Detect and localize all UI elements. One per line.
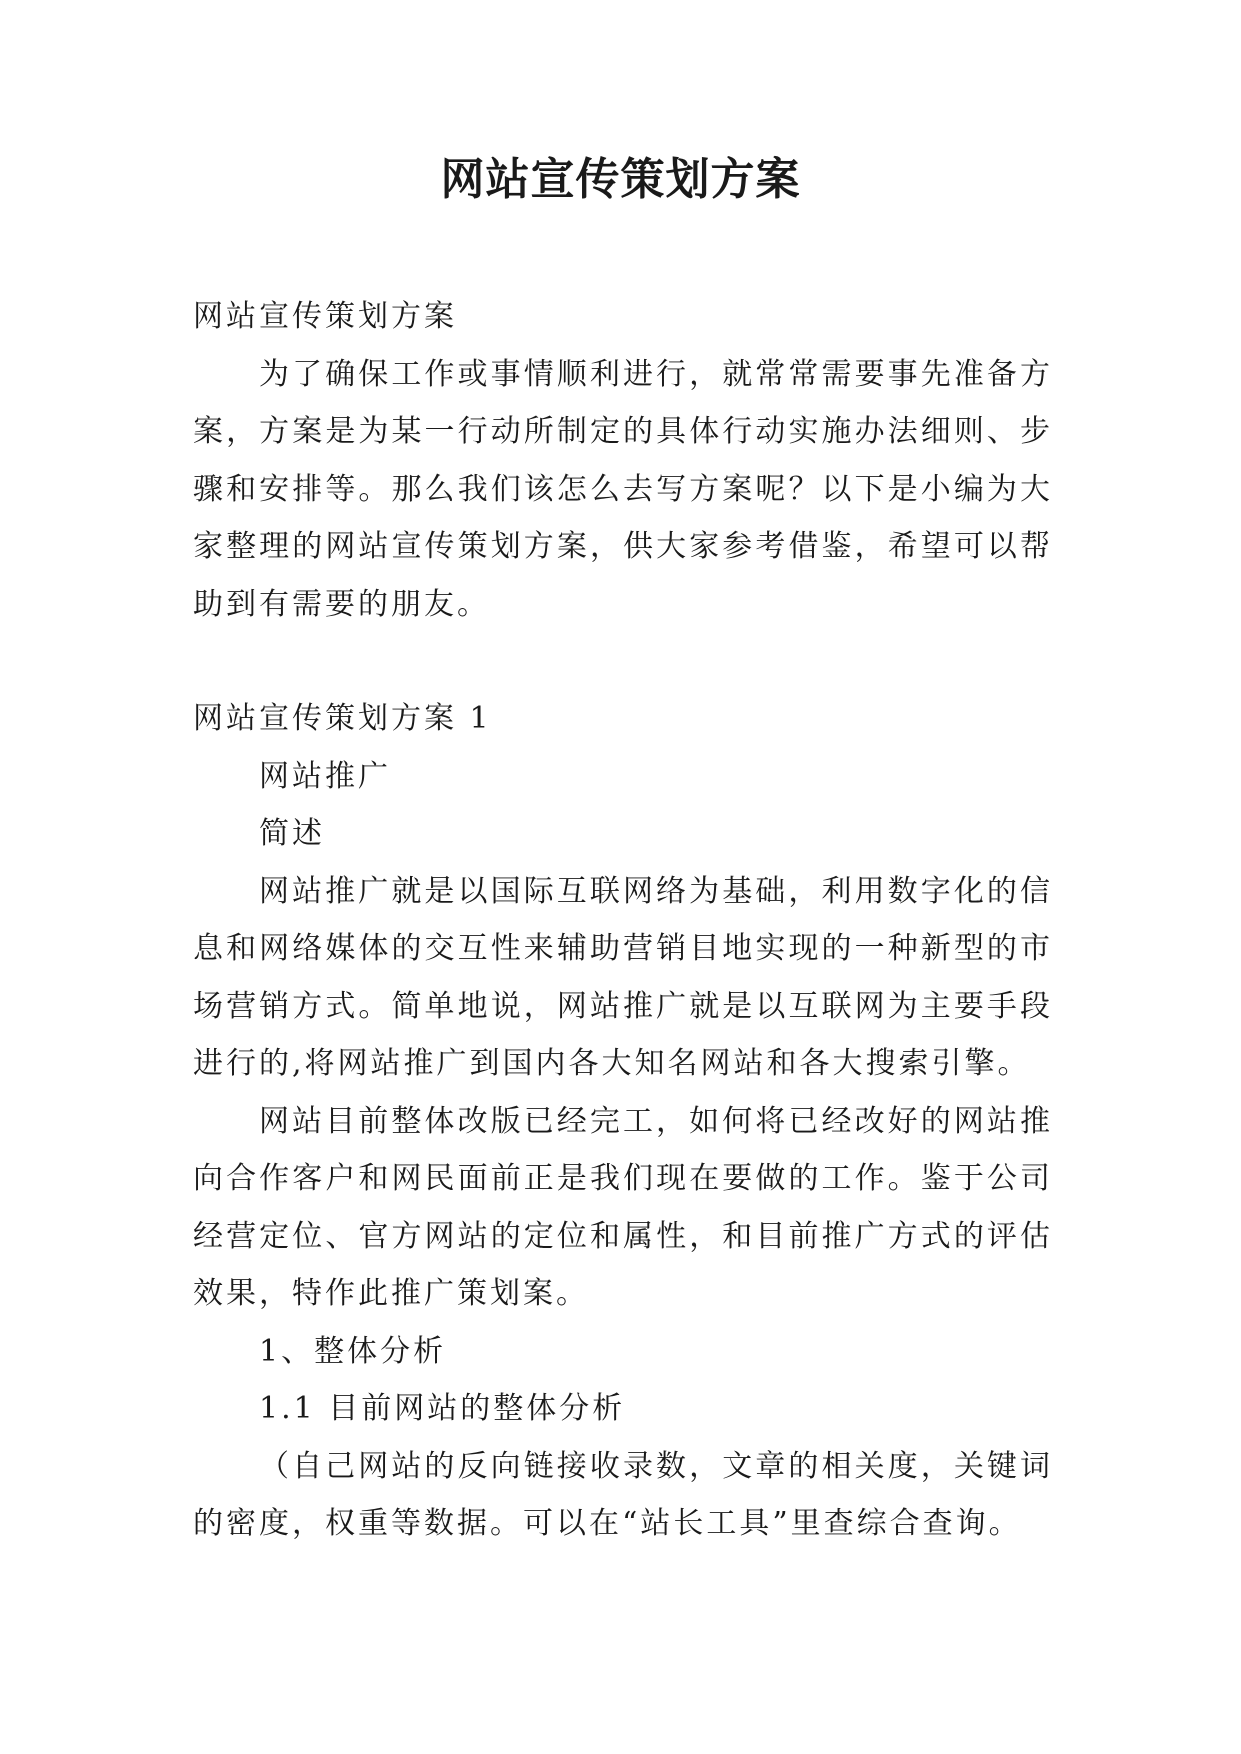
paragraph: 1、整体分析: [259, 1333, 447, 1369]
paragraph: 网站推广: [259, 758, 391, 794]
paragraph: 网站目前整体改版已经完工，如何将已经改好的网站推向合作客户和网民面前正是我们现在要做的工作。鉴于公司经营定位、官方网站的定位和属性，和目前推广方式的评估效果，特作此推广策划案。: [193, 1103, 1053, 1311]
document-title: 网站宣传策划方案: [440, 154, 801, 205]
paragraph: 1.1 目前网站的整体分析: [259, 1391, 626, 1426]
paragraph: 网站宣传策划方案: [193, 299, 457, 334]
paragraph: （自己网站的反向链接收录数，文章的相关度，关键词的密度，权重等数据。可以在“站长工具”里查综合查询。: [193, 1448, 1053, 1541]
paragraph: 简述: [259, 816, 325, 851]
paragraph: 网站推广就是以国际互联网络为基础，利用数字化的信息和网络媒体的交互性来辅助营销目地实现的一种新型的市场营销方式。简单地说，网站推广就是以互联网为主要手段进行的,将网站推广到国内各大知名网站和各大搜索引擎。: [193, 873, 1053, 1081]
paragraph: 网站宣传策划方案 1: [193, 701, 492, 736]
paragraph: 为了确保工作或事情顺利进行，就常常需要事先准备方案，方案是为某一行动所制定的具体行动实施办法细则、步骤和安排等。那么我们该怎么去写方案呢？以下是小编为大家整理的网站宣传策划方案，供大家参考借鉴，希望可以帮助到有需要的朋友。: [193, 356, 1053, 622]
document-body: [193, 288, 1053, 1553]
